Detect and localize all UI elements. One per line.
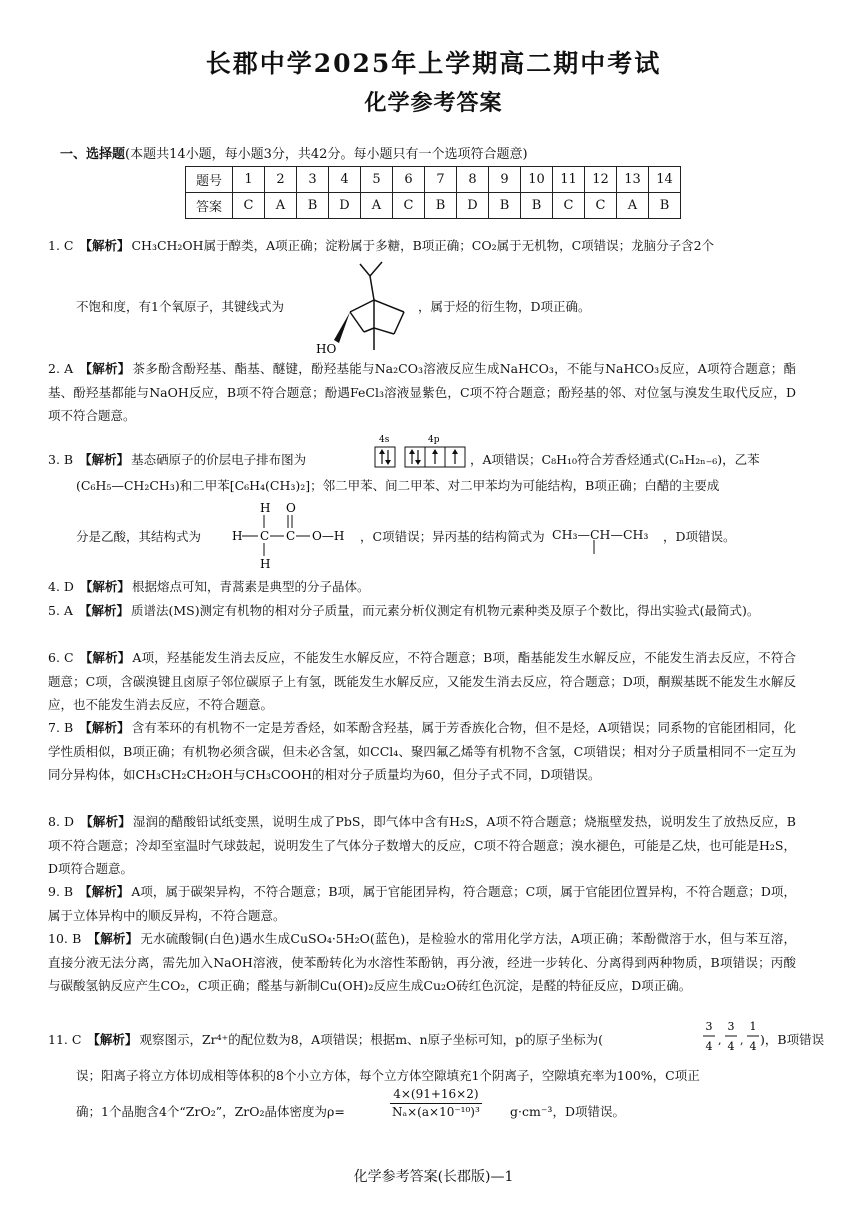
answer-cell: C <box>553 193 585 219</box>
analysis-tag: 【解析】 <box>79 720 130 735</box>
ho-label: HO <box>316 342 337 356</box>
question-3 <box>48 450 306 468</box>
answer-cell: A <box>361 193 393 219</box>
fraction-numerator: 4×(91+16×2) <box>390 1086 482 1104</box>
question-number: 10. B <box>48 931 82 946</box>
atom-c: C <box>286 529 296 543</box>
question-5 <box>48 599 796 623</box>
question-number: 1. C <box>48 238 74 253</box>
table-row <box>186 193 681 219</box>
isopropyl-formula: CH₃—CH—CH₃ <box>552 527 649 542</box>
frac-den: 4 <box>749 1040 757 1053</box>
question-1 <box>48 234 796 258</box>
question-8 <box>48 810 796 881</box>
explanation-line: 不饱和度，有1个氧原子，其键线式为 <box>76 299 284 314</box>
answer-cell: D <box>329 193 361 219</box>
question-number-cell: 10 <box>521 167 553 193</box>
explanation-text: 茶多酚含酚羟基、酯基、醚键，酚羟基能与Na₂CO₃溶液反应生成NaHCO₃，不能与NaHCO₃反应，A项符合题意；酯基、酚羟基都能与NaOH反应，B项不符合题意；酚遇FeCl₃溶液显紫色，C项不符合题意；酚羟基的邻、对位氢与溴发生取代反应，D项不符合题意。 <box>48 361 796 423</box>
atom-h: H <box>260 501 271 515</box>
answer-cell: B <box>489 193 521 219</box>
answer-cell: B <box>297 193 329 219</box>
explanation-line: 基态硒原子的价层电子排布图为 <box>131 452 307 467</box>
page-title: 长郡中学2025年上学期高二期中考试 <box>205 49 662 78</box>
explanation-text: 湿润的醋酸铅试纸变黑，说明生成了PbS，即气体中含有H₂S，A项不符合题意；烧瓶壁发热，说明发生了放热反应，B项不符合题意；冷却至室温时气球鼓起，说明发生了气体分子数增大的反应，C项不符合题意；溴水褪色，可能是乙炔，也可能是H₂S，D项符合题意。 <box>48 814 796 876</box>
analysis-tag: 【解析】 <box>79 579 130 594</box>
svg-text:,: , <box>718 1034 722 1047</box>
explanation-line: g·cm⁻³，D项错误。 <box>510 1104 625 1119</box>
explanation-line: 观察图示，Zr⁴⁺的配位数为8，A项错误；根据m、n原子坐标可知，p的原子坐标为( <box>139 1032 603 1047</box>
page-subtitle: 化学参考答案 <box>364 90 503 116</box>
question-7 <box>48 716 796 787</box>
question-number-cell: 4 <box>329 167 361 193</box>
question-number: 5. A <box>48 603 73 618</box>
question-11 <box>48 1030 603 1048</box>
explanation-line: CH₃CH₂OH属于醇类，A项正确；淀粉属于多糖，B项正确；CO₂属于无机物，C项错误；龙脑分子含2个 <box>131 238 715 253</box>
coordinate-fractions <box>701 1018 765 1056</box>
explanation-line: ，C项错误；异丙基的结构简式为 <box>360 529 545 544</box>
atom-o: O <box>286 501 296 515</box>
question-number: 7. B <box>48 720 74 735</box>
question-number-cell: 13 <box>617 167 649 193</box>
explanation-line: )，B项错误 <box>760 1032 825 1047</box>
question-number: 3. B <box>48 452 74 467</box>
table-row <box>186 167 681 193</box>
explanation-line: ，属于烃的衍生物，D项正确。 <box>418 299 591 314</box>
explanation-line: 分是乙酸，其结构式为 <box>76 529 202 544</box>
answer-cell: B <box>425 193 457 219</box>
explanation-line: (C₆H₅—CH₂CH₃)和二甲苯[C₆H₄(CH₃)₂]；邻二甲苯、间二甲苯、对二甲苯均为可能结构，B项正确；白醋的主要成 <box>76 478 720 493</box>
analysis-tag: 【解析】 <box>87 931 139 946</box>
answer-table <box>185 166 681 219</box>
analysis-tag: 【解析】 <box>79 452 130 467</box>
explanation-text: 质谱法(MS)测定有机物的相对分子质量，而元素分析仪测定有机物元素种类及原子个数比，得出实验式(最简式)。 <box>130 603 760 618</box>
question-9 <box>48 880 796 927</box>
question-number-cell: 7 <box>425 167 457 193</box>
question-number-cell: 11 <box>553 167 585 193</box>
frac-num: 3 <box>727 1020 735 1033</box>
answer-cell: B <box>521 193 553 219</box>
question-number: 9. B <box>48 884 74 899</box>
section-heading <box>60 143 528 162</box>
orbital-4s-label: 4s <box>379 435 390 445</box>
question-4 <box>48 575 796 599</box>
answer-cell: C <box>233 193 265 219</box>
section-note: (本题共14小题，每小题3分，共42分。每小题只有一个选项符合题意) <box>125 147 528 162</box>
question-number-cell: 2 <box>265 167 297 193</box>
borneol-structure <box>312 254 422 356</box>
frac-num: 1 <box>749 1020 757 1033</box>
answer-cell: D <box>457 193 489 219</box>
explanation-text: 根据熔点可知，青蒿素是典型的分子晶体。 <box>131 579 370 594</box>
analysis-tag: 【解析】 <box>79 650 131 665</box>
question-number: 2. A <box>48 361 74 376</box>
frac-num: 3 <box>705 1020 713 1033</box>
explanation-text: 无水硫酸铜(白色)遇水生成CuSO₄·5H₂O(蓝色)，是检验水的常用化学方法，A项正确；苯酚微溶于水，但与苯互溶，直接分液无法分离，需先加入NaOH溶液，使苯酚转化为水溶性苯酚钠，再分液，经进一步转化、分离得到两种物质，B项错误；丙酸与碳酸氢钠反应产生CO₂，C项正确；醛基与新制Cu(OH)₂反应生成Cu₂O砖红色沉淀，是醛的特征反应，D项正确。 <box>48 931 796 993</box>
question-number-cell: 6 <box>393 167 425 193</box>
isopropyl-bond <box>592 540 596 554</box>
answer-cell: A <box>617 193 649 219</box>
question-number: 11. C <box>48 1032 82 1047</box>
answer-cell: C <box>585 193 617 219</box>
analysis-tag: 【解析】 <box>87 1032 138 1047</box>
analysis-tag: 【解析】 <box>79 361 131 376</box>
explanation-text: A项，属于碳架异构，不符合题意；B项，属于官能团异构，符合题意；C项，属于官能团位置异构，不符合题意；D项，属于立体异构中的顺反异构，不符合题意。 <box>48 884 796 923</box>
question-6 <box>48 646 796 717</box>
row-label: 题号 <box>186 167 233 193</box>
fraction-denominator: Nₐ×(a×10⁻¹⁰)³ <box>392 1105 480 1119</box>
question-number-cell: 12 <box>585 167 617 193</box>
answer-cell: A <box>265 193 297 219</box>
row-label: 答案 <box>186 193 233 219</box>
question-number: 6. C <box>48 650 74 665</box>
question-10 <box>48 927 796 998</box>
question-number-cell: 1 <box>233 167 265 193</box>
section-title: 一、选择题 <box>60 147 126 162</box>
answer-cell: C <box>393 193 425 219</box>
analysis-tag: 【解析】 <box>79 238 130 253</box>
acetic-acid-structure <box>228 498 358 570</box>
atom-h: H <box>260 557 271 570</box>
question-number-cell: 8 <box>457 167 489 193</box>
page-footer: 化学参考答案(长郡版)—1 <box>353 1169 514 1185</box>
svg-text:,: , <box>740 1034 744 1047</box>
question-number-cell: 9 <box>489 167 521 193</box>
explanation-text: A项，羟基能发生消去反应，不能发生水解反应，不符合题意；B项，酯基能发生水解反应，不能发生消去反应，不符合题意；C项，含碳溴键且卤原子邻位碳原子上有氢，既能发生水解反应，又能发生消去反应，符合题意；D项，酮羰基既不能发生水解反应，也不能发生消去反应，不符合题意。 <box>48 650 796 712</box>
explanation-line: 确；1个晶胞含4个“ZrO₂”，ZrO₂晶体密度为ρ= <box>76 1104 345 1119</box>
hydroxyl-group: O—H <box>312 529 345 543</box>
explanation-line: ，D项错误。 <box>663 529 736 544</box>
frac-den: 4 <box>727 1040 735 1053</box>
orbital-4p-label: 4p <box>428 435 440 445</box>
question-number-cell: 5 <box>361 167 393 193</box>
question-number-cell: 14 <box>649 167 681 193</box>
explanation-line: ，A项错误；C₈H₁₀符合芳香烃通式(CₙH₂ₙ₋₆)，乙苯 <box>470 452 760 467</box>
explanation-line: 误；阳离子将立方体切成相等体积的8个小立方体，每个立方体空隙填充1个阴离子，空隙填充率为100%，C项正 <box>76 1068 700 1083</box>
density-fraction <box>390 1086 482 1121</box>
question-number: 4. D <box>48 579 74 594</box>
explanation-text: 含有苯环的有机物不一定是芳香烃，如苯酚含羟基，属于芳香族化合物，但不是烃，A项错误；同系物的官能团相同，化学性质相似，B项正确；有机物必须含碳，但未必含氢，如CCl₄、聚四氟乙烯等有机物不含氢，C项错误；相对分子质量相同不一定互为同分异构体，如CH₃CH₂CH₂OH与CH₃COOH的相对分子质量均为60，但分子式不同，D项错误。 <box>48 720 796 782</box>
question-number-cell: 3 <box>297 167 329 193</box>
frac-den: 4 <box>705 1040 713 1053</box>
question-number: 8. D <box>48 814 75 829</box>
atom-h: H <box>232 529 243 543</box>
atom-c: C <box>260 529 270 543</box>
orbital-diagram <box>373 432 469 472</box>
question-2 <box>48 357 796 428</box>
analysis-tag: 【解析】 <box>78 603 129 618</box>
answer-cell: B <box>649 193 681 219</box>
analysis-tag: 【解析】 <box>80 814 131 829</box>
analysis-tag: 【解析】 <box>79 884 130 899</box>
